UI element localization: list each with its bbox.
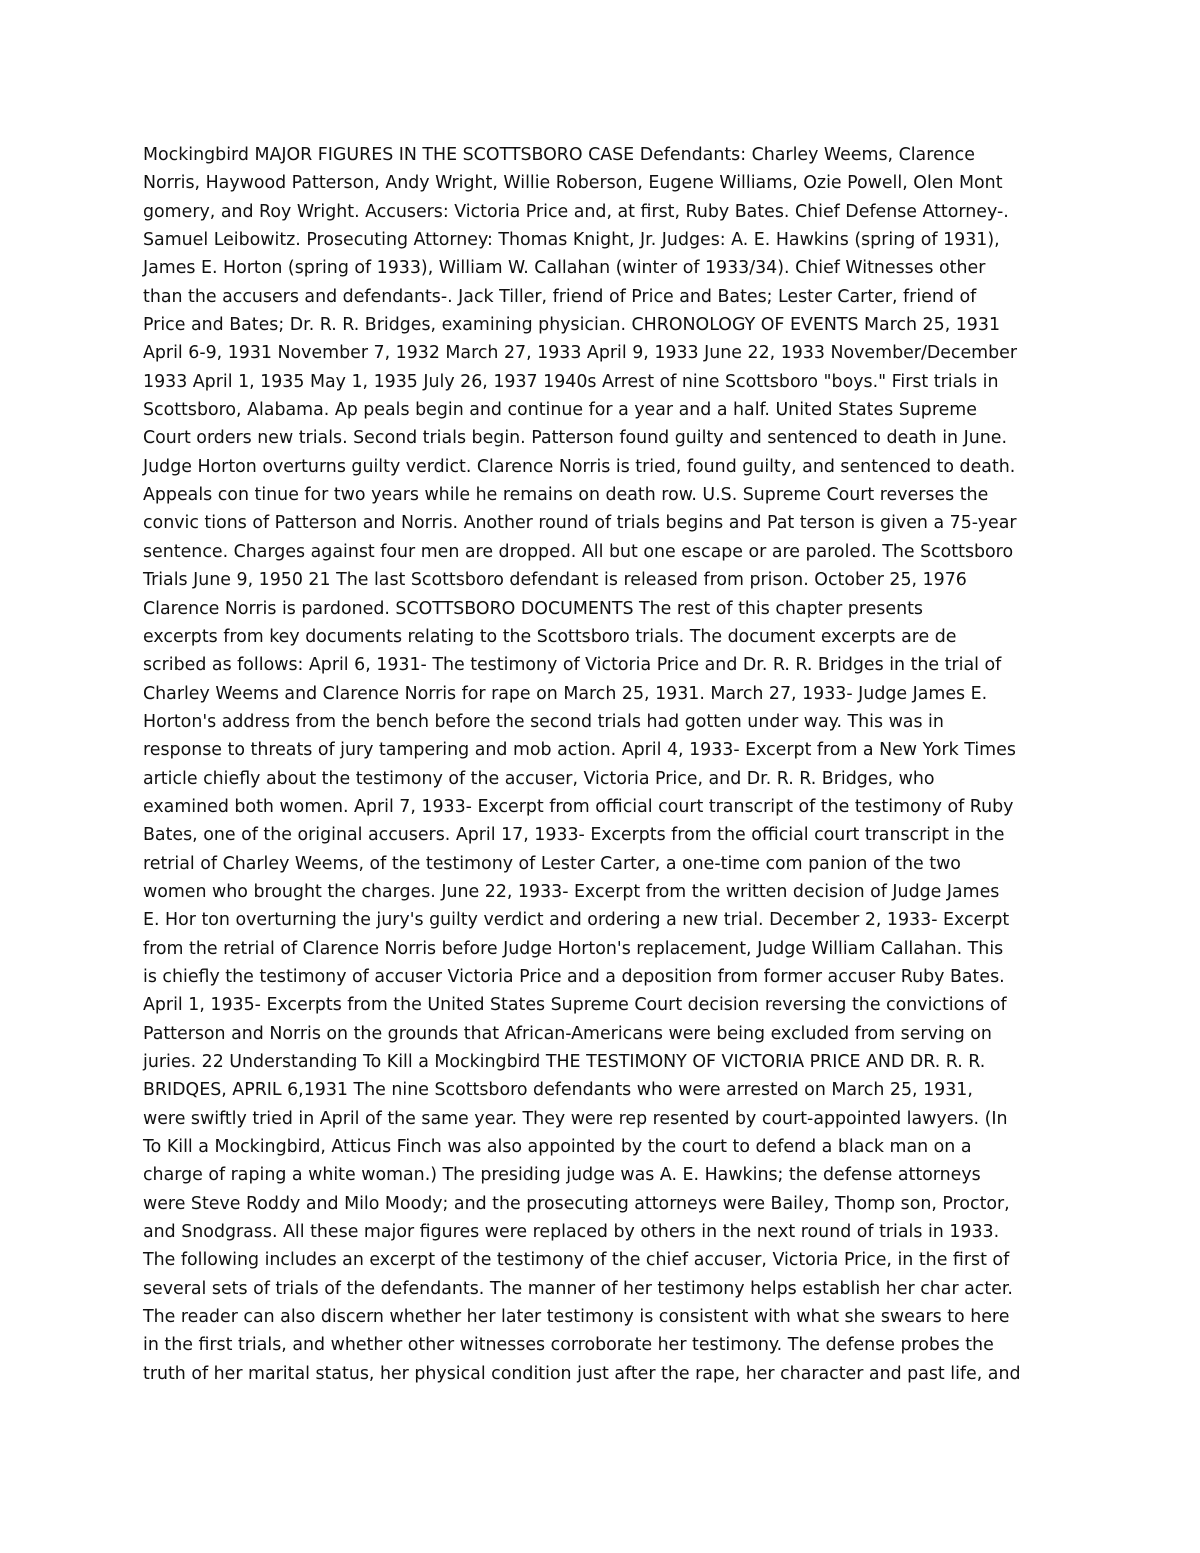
text-line: charge of raping a white woman.) The presiding judge was A. E. Hawkins; the defense attorneys (143, 1165, 981, 1186)
text-line: The following includes an excerpt of the testimony of the chief accuser, Victoria Price, in the first of (143, 1250, 1010, 1271)
text-line: juries. 22 Understanding To Kill a Mockingbird THE TESTIMONY OF VICTORIA PRICE AND DR. R. R. (143, 1052, 986, 1072)
text-line: article chiefly about the testimony of the accuser, Victoria Price, and Dr. R. R. Bridges, who (143, 768, 935, 789)
text-line: April 6-9, 1931 November 7, 1932 March 27, 1933 April 9, 1933 June 22, 1933 November/December (143, 343, 1017, 364)
text-line: excerpts from key documents relating to the Scottsboro trials. The document excerpts are de (143, 626, 957, 647)
text-line: were Steve Roddy and Milo Moody; and the prosecuting attorneys were Bailey, Thomp son, Proctor, (143, 1193, 1010, 1214)
text-line: several sets of trials of the defendants. The manner of her testimony helps establish her char acter. (143, 1278, 1013, 1299)
text-line: sentence. Charges against four men are dropped. All but one escape or are paroled. The Scottsboro (143, 541, 1014, 562)
text-line: Bates, one of the original accusers. April 17, 1933- Excerpts from the official court transcript in the (143, 825, 1005, 846)
text-line: convic tions of Patterson and Norris. Another round of trials begins and Pat terson is given a 75-year (143, 513, 1017, 534)
text-line: retrial of Charley Weems, of the testimony of Lester Carter, a one-time com panion of the two (143, 853, 961, 874)
text-line: Samuel Leibowitz. Prosecuting Attorney: Thomas Knight, Jr. Judges: A. E. Hawkins (spring of 1931), (143, 230, 1000, 251)
text-line: and Snodgrass. All these major figures were replaced by others in the next round of trials in 1933. (143, 1222, 1000, 1243)
text-line: Price and Bates; Dr. R. R. Bridges, examining physician. CHRONOLOGY OF EVENTS March 25, 1931 (143, 315, 1001, 336)
text-line: scribed as follows: April 6, 1931- The testimony of Victoria Price and Dr. R. R. Bridges in the trial of (143, 655, 1002, 676)
text-line: The reader can also discern whether her later testimony is consistent with what she swears to here (143, 1307, 1010, 1328)
text-line: truth of her marital status, her physical condition just after the rape, her character and past life, and (143, 1363, 1021, 1384)
text-line: Appeals con tinue for two years while he remains on death row. U.S. Supreme Court reverses the (143, 485, 989, 506)
text-line: 1933 April 1, 1935 May 1, 1935 July 26, 1937 1940s Arrest of nine Scottsboro "boys." First trials in (143, 371, 999, 392)
text-line: Judge Horton overturns guilty verdict. Clarence Norris is tried, found guilty, and sentenced to death. (143, 456, 1016, 477)
text-line: examined both women. April 7, 1933- Excerpt from official court transcript of the testimony of Ruby (143, 796, 1014, 817)
text-line: gomery, and Roy Wright. Accusers: Victoria Price and, at first, Ruby Bates. Chief Defense Attorney-. (143, 201, 1009, 222)
text-line: women who brought the charges. June 22, 1933- Excerpt from the written decision of Judge James (143, 881, 1000, 902)
text-line: Clarence Norris is pardoned. SCOTTSBORO DOCUMENTS The rest of this chapter presents (143, 598, 923, 619)
text-line: Scottsboro, Alabama. Ap peals begin and continue for a year and a half. United States Supreme (143, 400, 977, 421)
text-line: Court orders new trials. Second trials begin. Patterson found guilty and sentenced to death in June. (143, 428, 1007, 449)
text-line: Horton's address from the bench before the second trials had gotten under way. This was in (143, 711, 944, 732)
text-line: than the accusers and defendants-. Jack Tiller, friend of Price and Bates; Lester Carter, friend of (143, 286, 977, 307)
text-line: James E. Horton (spring of 1933), William W. Callahan (winter of 1933/34). Chief Witnesses other (143, 258, 986, 279)
body-text (143, 141, 1073, 1388)
text-line: response to threats of jury tampering and mob action. April 4, 1933- Excerpt from a New York Times (143, 740, 1016, 761)
text-line: Mockingbird MAJOR FIGURES IN THE SCOTTSBORO CASE Defendants: Charley Weems, Clarence (143, 145, 975, 165)
text-line: Charley Weems and Clarence Norris for rape on March 25, 1931. March 27, 1933- Judge James E. (143, 683, 988, 704)
text-line: To Kill a Mockingbird, Atticus Finch was also appointed by the court to defend a black man on a (143, 1137, 972, 1158)
text-line: Patterson and Norris on the grounds that African-Americans were being excluded from serving on (143, 1023, 992, 1044)
text-line: BRIDQES, APRIL 6,1931 The nine Scottsboro defendants who were arrested on March 25, 1931, (143, 1080, 973, 1101)
text-line: E. Hor ton overturning the jury's guilty verdict and ordering a new trial. December 2, 1933- Excerpt (143, 910, 1010, 931)
text-line: from the retrial of Clarence Norris before Judge Horton's replacement, Judge William Callahan. This (143, 938, 1004, 959)
text-line: Trials June 9, 1950 21 The last Scottsboro defendant is released from prison. October 25, 1976 (143, 570, 967, 591)
text-line: in the first trials, and whether other witnesses corroborate her testimony. The defense probes the (143, 1335, 994, 1356)
text-line: were swiftly tried in April of the same year. They were rep resented by court-appointed lawyers. (In (143, 1108, 1008, 1129)
text-line: April 1, 1935- Excerpts from the United States Supreme Court decision reversing the convictions of (143, 995, 1007, 1016)
text-line: Norris, Haywood Patterson, Andy Wright, Willie Roberson, Eugene Williams, Ozie Powell, Olen Mont (143, 173, 1003, 194)
text-line: is chiefly the testimony of accuser Victoria Price and a deposition from former accuser Ruby Bates. (143, 966, 1005, 987)
